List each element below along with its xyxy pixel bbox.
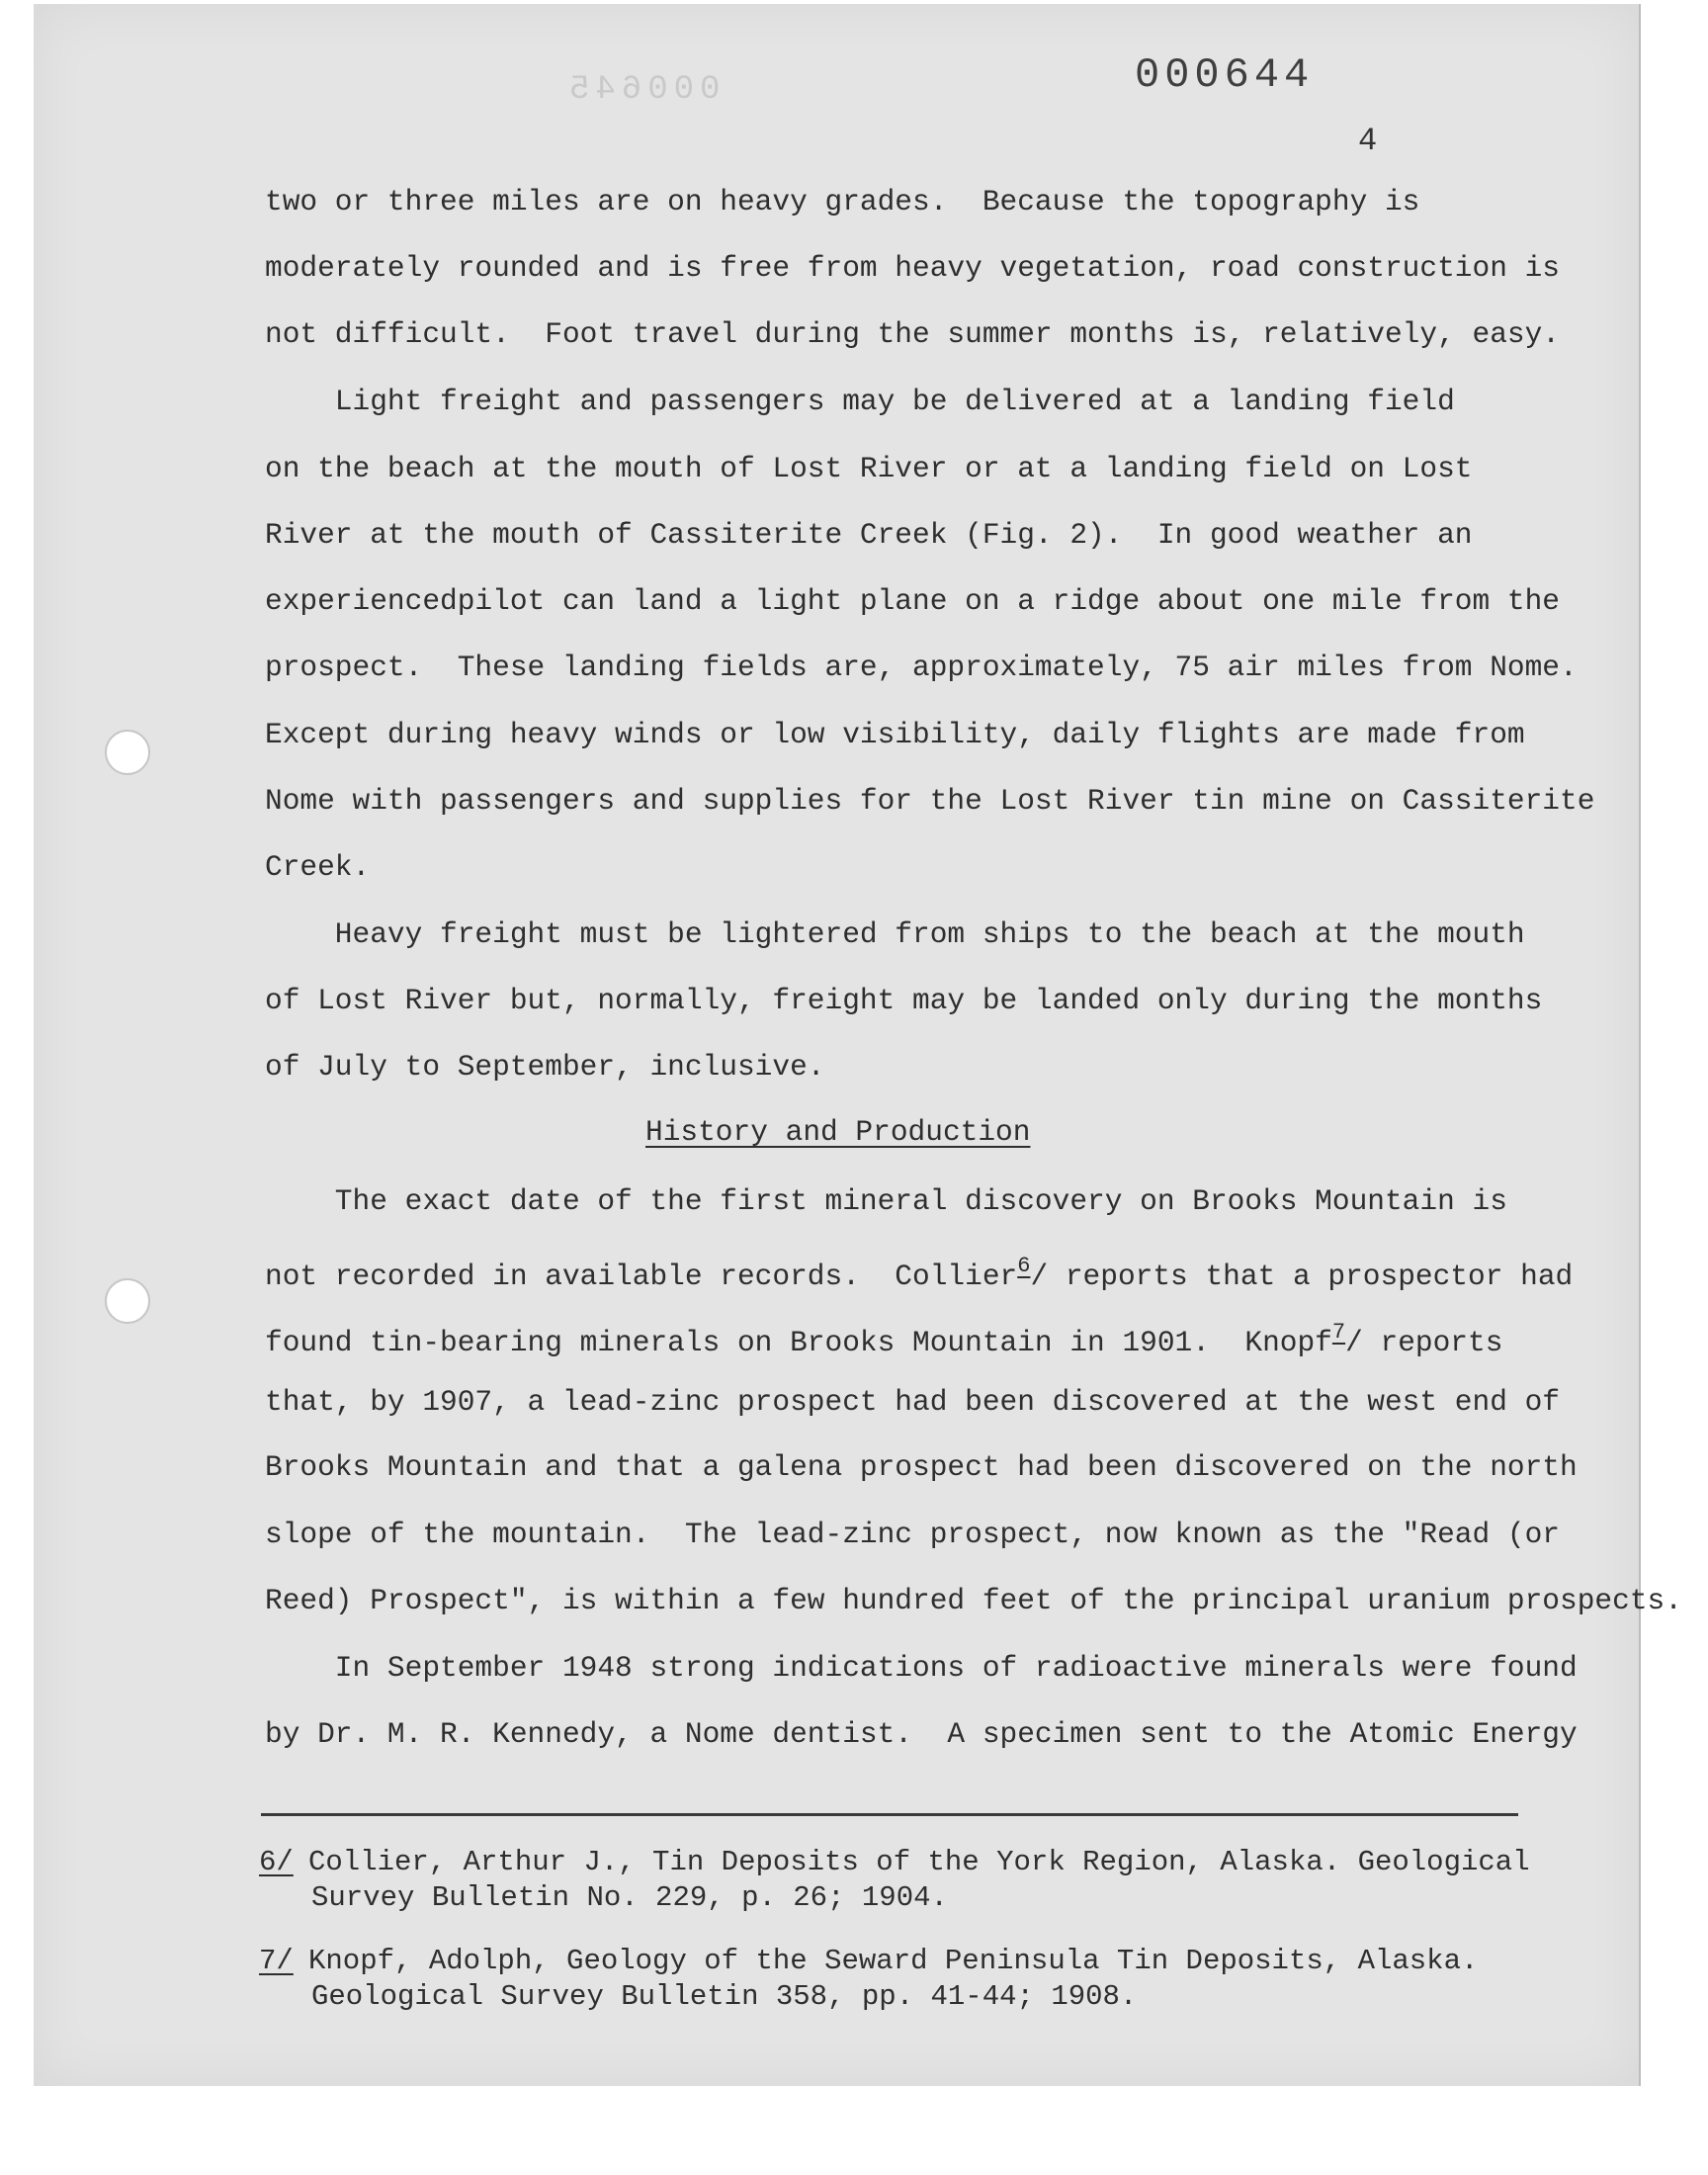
section-heading: History and Production [645, 1115, 1031, 1149]
bleed-through-number: 000645 [563, 71, 721, 109]
text-line: slope of the mountain. The lead-zinc prospect, now known as the "Read (or [265, 1518, 1561, 1551]
footnote-mark: 7/ [259, 1945, 294, 1977]
footnote-rule [261, 1813, 1518, 1816]
text-line: Brooks Mountain and that a galena prospect had been discovered on the north [265, 1450, 1578, 1484]
text-segment: not recorded in available records. Collier [265, 1259, 1018, 1293]
text-line: Reed) Prospect", is within a few hundred feet of the principal uranium prospects. [265, 1584, 1682, 1617]
footnote-reference: 7 [1331, 1320, 1346, 1345]
text-line: Creek. [265, 850, 371, 884]
text-segment: / reports [1345, 1325, 1503, 1359]
text-line: Nome with passengers and supplies for the Lost River tin mine on Cassiterite [265, 784, 1595, 818]
text-line: The exact date of the first mineral discovery on Brooks Mountain is [265, 1184, 1507, 1218]
text-segment: / reports that a prospector had [1030, 1259, 1574, 1293]
footnote-line [259, 1845, 1544, 1880]
footnote-mark: 6/ [259, 1846, 294, 1878]
footnote-line: Geological Survey Bulletin 358, pp. 41-44; 1908. [311, 1980, 1138, 2013]
text-line: prospect. These landing fields are, approximately, 75 air miles from Nome. [265, 651, 1578, 684]
footnote-text: Collier, Arthur J., Tin Deposits of the York Region, Alaska. Geological [308, 1846, 1530, 1878]
footnote-line [259, 1944, 1544, 1979]
text-line: experiencedpilot can land a light plane on a ridge about one mile from the [265, 584, 1561, 618]
punch-hole-top [105, 730, 150, 775]
text-line: by Dr. M. R. Kennedy, a Nome dentist. A specimen sent to the Atomic Energy [265, 1717, 1578, 1751]
text-line: of July to September, inclusive. [265, 1050, 825, 1084]
text-line: Heavy freight must be lightered from ships to the beach at the mouth [265, 917, 1525, 951]
text-line: In September 1948 strong indications of radioactive minerals were found [265, 1651, 1578, 1685]
text-segment: found tin-bearing minerals on Brooks Mountain in 1901. Knopf [265, 1325, 1332, 1359]
text-line: that, by 1907, a lead-zinc prospect had been discovered at the west end of [265, 1385, 1561, 1419]
text-line: Except during heavy winds or low visibility, daily flights are made from [265, 718, 1525, 751]
text-line: River at the mouth of Cassiterite Creek (Fig. 2). In good weather an [265, 518, 1473, 552]
footnote-text: Knopf, Adolph, Geology of the Seward Peninsula Tin Deposits, Alaska. [308, 1945, 1479, 1977]
document-stamp-number: 000644 [1135, 51, 1315, 99]
punch-hole-bottom [105, 1278, 150, 1324]
text-line [265, 1251, 1574, 1294]
footnote-line: Survey Bulletin No. 229, p. 26; 1904. [311, 1881, 948, 1914]
scan-bottom-margin [0, 2112, 1708, 2175]
footnote [259, 1845, 1544, 1916]
footnote [259, 1944, 1544, 2015]
text-line: not difficult. Foot travel during the summer months is, relatively, easy. [265, 317, 1561, 351]
text-line [265, 1317, 1550, 1360]
text-line: of Lost River but, normally, freight may be landed only during the months [265, 984, 1543, 1017]
text-line: on the beach at the mouth of Lost River or at a landing field on Lost [265, 452, 1473, 485]
text-line: Light freight and passengers may be delivered at a landing field [265, 385, 1455, 418]
text-line: moderately rounded and is free from heavy vegetation, road construction is [265, 251, 1561, 285]
footnote-reference: 6 [1017, 1254, 1031, 1278]
text-line: two or three miles are on heavy grades. Because the topography is [265, 185, 1420, 218]
page-number: 4 [1358, 123, 1378, 159]
